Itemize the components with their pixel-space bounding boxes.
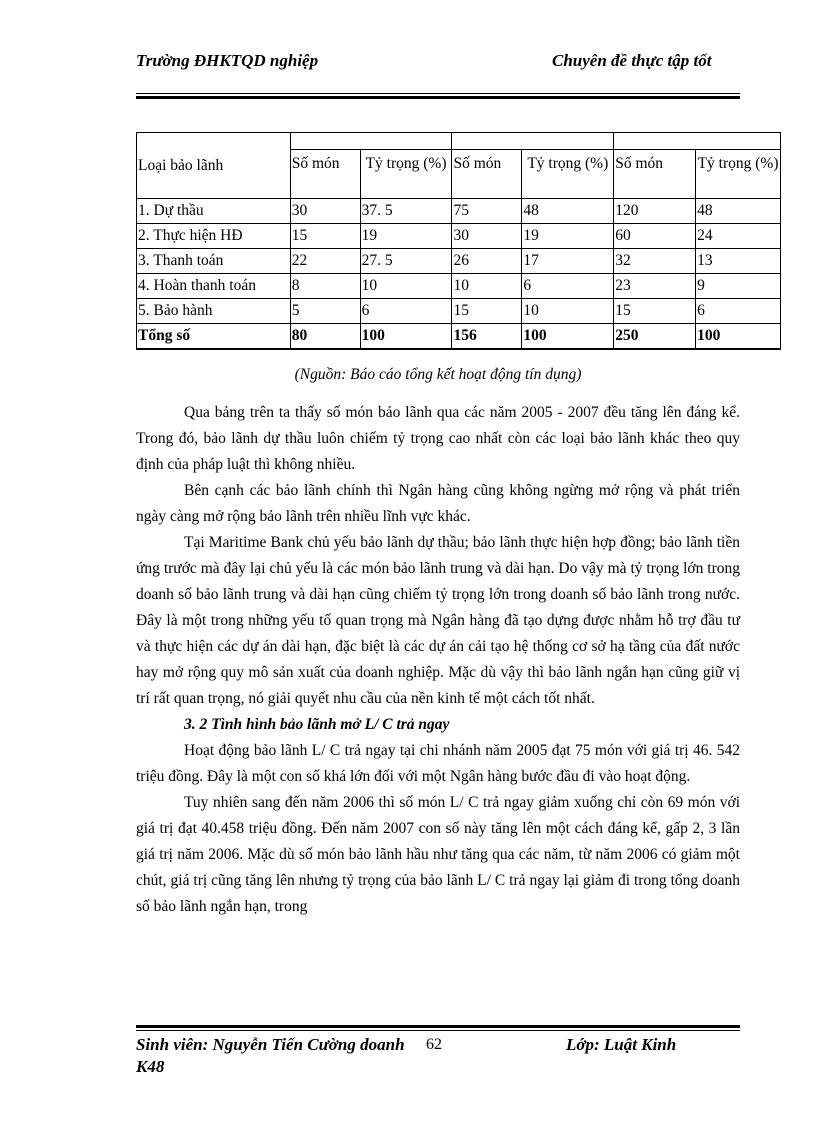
header-share: Tỷ trọng (%): [696, 150, 781, 199]
table-total-row: Tổng số 80 100 156 100 250 100: [137, 324, 781, 350]
paragraph: Hoạt động bảo lãnh L/ C trả ngay tại chi nhánh năm 2005 đạt 75 món với giá trị 46. 542 triệu đồng. Đây là một con số khá lớn đối với một Ngân hàng bước đầu đi vào hoạt động.: [136, 742, 740, 785]
table-row: 5. Bảo hành 5 6 15 10 15 6: [137, 299, 781, 324]
body-text: [136, 400, 740, 920]
section-heading: 3. 2 Tình hình bảo lãnh mở L/ C trả ngay: [184, 716, 450, 733]
header-count: Số món: [614, 150, 696, 199]
paragraph: Qua bảng trên ta thấy số món bảo lãnh qua các năm 2005 - 2007 đều tăng lên đáng kể. Trong đó, bảo lãnh dự thầu luôn chiếm tỷ trọng cao nhất còn các loại bảo lãnh khác theo quy định của pháp luật thì không nhiều.: [136, 404, 740, 473]
paragraph: Tuy nhiên sang đến năm 2006 thì số món L/ C trả ngay giảm xuống chỉ còn 69 món với giá trị đạt 40.458 triệu đồng. Đến năm 2007 con số này tăng lên một cách đáng kể, gấp 2, 3 lần giá trị năm 2006. Mặc dù số món bảo lãnh hầu như tăng qua các năm, từ năm 2006 có giảm một chút, giá trị cũng tăng lên nhưng tỷ trọng của bảo lãnh L/ C trả ngay lại giảm đi trong tổng doanh số bảo lãnh ngắn hạn, trong: [136, 794, 740, 915]
table-row: 3. Thanh toán 22 27. 5 26 17 32 13: [137, 249, 781, 274]
header-rule-thick: [136, 96, 740, 99]
footer-class: Lớp: Luật Kinh: [566, 1035, 677, 1054]
footer-rule-thick: [136, 1025, 740, 1028]
guarantee-table: [136, 132, 781, 350]
footer-student: Sinh viên: Nguyễn Tiến Cường doanh K48: [136, 1035, 405, 1076]
paragraph: Tại Maritime Bank chủ yếu bảo lãnh dự thầu; bảo lãnh thực hiện hợp đồng; bảo lãnh tiền ứng trước mà đây lại chủ yếu là các món bảo lãnh trung và dài hạn. Do vậy mà tỷ trọng lớn trong doanh số bảo lãnh trung và dài hạn cũng chiếm tỷ trọng lớn trong doanh số bảo lãnh trong nước. Đây là một trong những yếu tố quan trọng mà Ngân hàng đã tạo dựng được nhằm hỗ trợ đầu tư và thực hiện các dự án dài hạn, đặc biệt là các dự án cải tạo hệ thống cơ sở hạ tầng của đất nước hay mở rộng quy mô sản xuất của doanh nghiệp. Mặc dù vậy thì bảo lãnh ngắn hạn cũng giữ vị trí rất quan trọng, nó giải quyết nhu cầu của nền kinh tế một cách tốt nhất.: [136, 534, 740, 707]
header-count: Số món: [290, 150, 360, 199]
header-school: Trường ĐHKTQD nghiệp: [136, 51, 319, 70]
header-type: Loại bảo lãnh: [137, 133, 291, 199]
table-year-row: [137, 133, 781, 150]
page-number: 62: [426, 1036, 442, 1053]
table-source-caption: (Nguồn: Báo cáo tổng kết hoạt động tín dụng): [294, 366, 582, 383]
header-share: Tỷ trọng (%): [522, 150, 614, 199]
header-share: Tỷ trọng (%): [360, 150, 452, 199]
header-count: Số món: [452, 150, 522, 199]
footer-rule-thin: [136, 1030, 740, 1031]
header-rule-thin: [136, 93, 740, 94]
header-title: Chuyên đề thực tập tốt: [552, 51, 712, 70]
table-row: 4. Hoàn thanh toán 8 10 10 6 23 9: [137, 274, 781, 299]
table-row: 1. Dự thầu 30 37. 5 75 48 120 48: [137, 199, 781, 224]
paragraph: Bên cạnh các bảo lãnh chính thì Ngân hàng cũng không ngừng mở rộng và phát triển ngày càng mở rộng bảo lãnh trên nhiều lĩnh vực khác.: [136, 482, 740, 525]
table-row: 2. Thực hiện HĐ 15 19 30 19 60 24: [137, 224, 781, 249]
